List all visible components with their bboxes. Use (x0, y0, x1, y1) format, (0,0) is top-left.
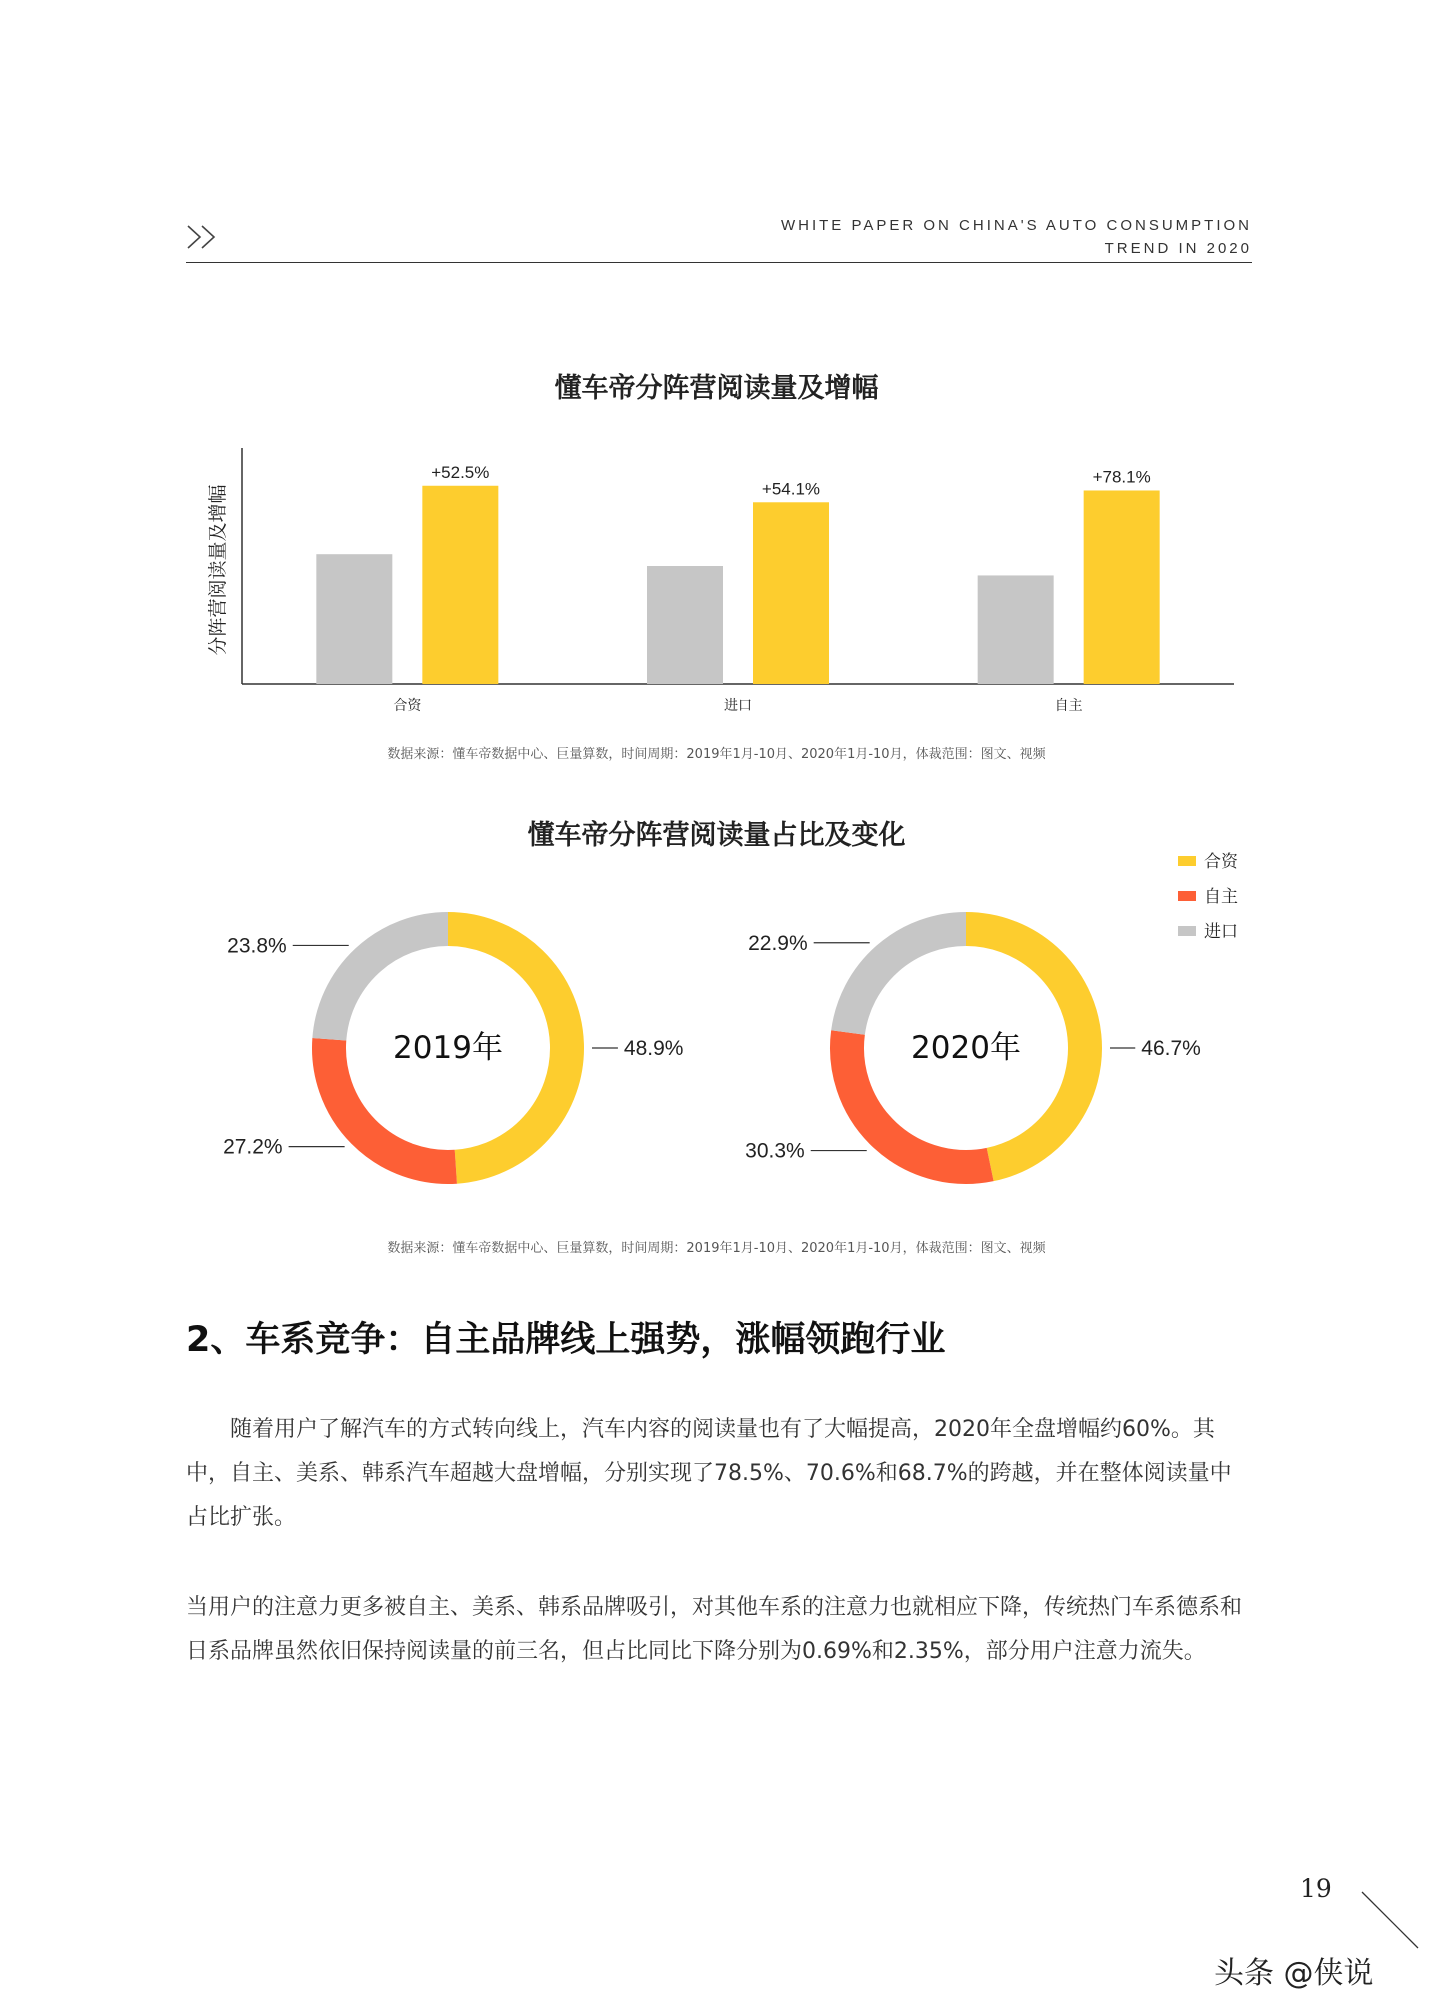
legend-label-1: 自主 (1204, 887, 1238, 907)
bar-annotation-2: +78.1% (1092, 467, 1151, 487)
donut-1-slice-2 (848, 929, 966, 1033)
donut-0-label-1: 27.2% (223, 1135, 283, 1159)
page-number: 19 (1300, 1874, 1332, 1903)
donut-1-label-0: 46.7% (1141, 1037, 1201, 1060)
body-paragraph-1: 随着用户了解汽车的方式转向线上，汽车内容的阅读量也有了大幅提高，2020年全盘增幅约60%。其中，自主、美系、韩系汽车超越大盘增幅，分别实现了78.5%、70.6%和68.7%的跨越，并在整体阅读量中占比扩张。 (186, 1417, 1232, 1530)
header-title (781, 214, 1252, 260)
bar-category-label-0: 合资 (393, 698, 422, 714)
donut-0-label-2: 23.8% (227, 934, 287, 958)
bar-category-label-1: 进口 (724, 698, 752, 714)
bar-annotation-1: +54.1% (761, 479, 821, 499)
legend-swatch-2 (1178, 926, 1196, 936)
bar-chart (190, 440, 1250, 720)
section-heading: 2、车系竞争：自主品牌线上强势，涨幅领跑行业 (186, 1320, 946, 1360)
bar-growth-0 (422, 486, 498, 684)
bar-category-label-2: 自主 (1054, 698, 1083, 714)
header-divider (186, 262, 1252, 263)
donut-chart-source: 数据来源：懂车帝数据中心、巨量算数，时间周期：2019年1月-10月、2020年1月-10月，体裁范围：图文、视频 (387, 1241, 1046, 1256)
donut-1-label-2: 22.9% (748, 931, 808, 955)
donut-charts (186, 850, 1266, 1225)
legend-swatch-1 (1178, 891, 1196, 901)
donut-1-label-1: 30.3% (745, 1139, 805, 1163)
bar-base-2 (978, 575, 1054, 684)
donut-chart-title: 懂车帝分阵营阅读量占比及变化 (527, 820, 906, 851)
header-title-line2: TREND IN 2020 (1104, 240, 1252, 257)
body-paragraph-2: 当用户的注意力更多被自主、美系、韩系品牌吸引，对其他车系的注意力也就相应下降，传统热门车系德系和日系品牌虽然依旧保持阅读量的前三名，但占比同比下降分别为0.69%和2.35%，部分用户注意力流失。 (186, 1595, 1243, 1664)
legend-label-0: 合资 (1204, 852, 1238, 872)
bar-growth-2 (1084, 490, 1160, 684)
double-chevron-right-icon (186, 222, 226, 252)
header-title-line1: WHITE PAPER ON CHINA'S AUTO CONSUMPTION (780, 217, 1252, 234)
bar-chart-ylabel-text: 分阵营阅读量及增幅 (207, 484, 229, 656)
bar-chart-title: 懂车帝分阵营阅读量及增幅 (554, 373, 879, 404)
watermark: 头条 @侠说 (1214, 1956, 1374, 1991)
bar-base-1 (647, 566, 723, 684)
bar-annotation-0: +52.5% (431, 462, 490, 482)
legend-label-2: 进口 (1204, 922, 1238, 942)
donut-0-label-0: 48.9% (623, 1037, 684, 1060)
bar-growth-1 (753, 502, 829, 684)
legend-swatch-0 (1178, 856, 1196, 866)
donut-1-center-label: 2020年 (911, 1030, 1021, 1066)
bar-base-0 (316, 554, 392, 684)
donut-0-center-label: 2019年 (393, 1030, 503, 1066)
bar-chart-source: 数据来源：懂车帝数据中心、巨量算数，时间周期：2019年1月-10月、2020年1月-10月，体裁范围：图文、视频 (387, 747, 1046, 762)
corner-diagonal-line (1360, 1890, 1420, 1950)
